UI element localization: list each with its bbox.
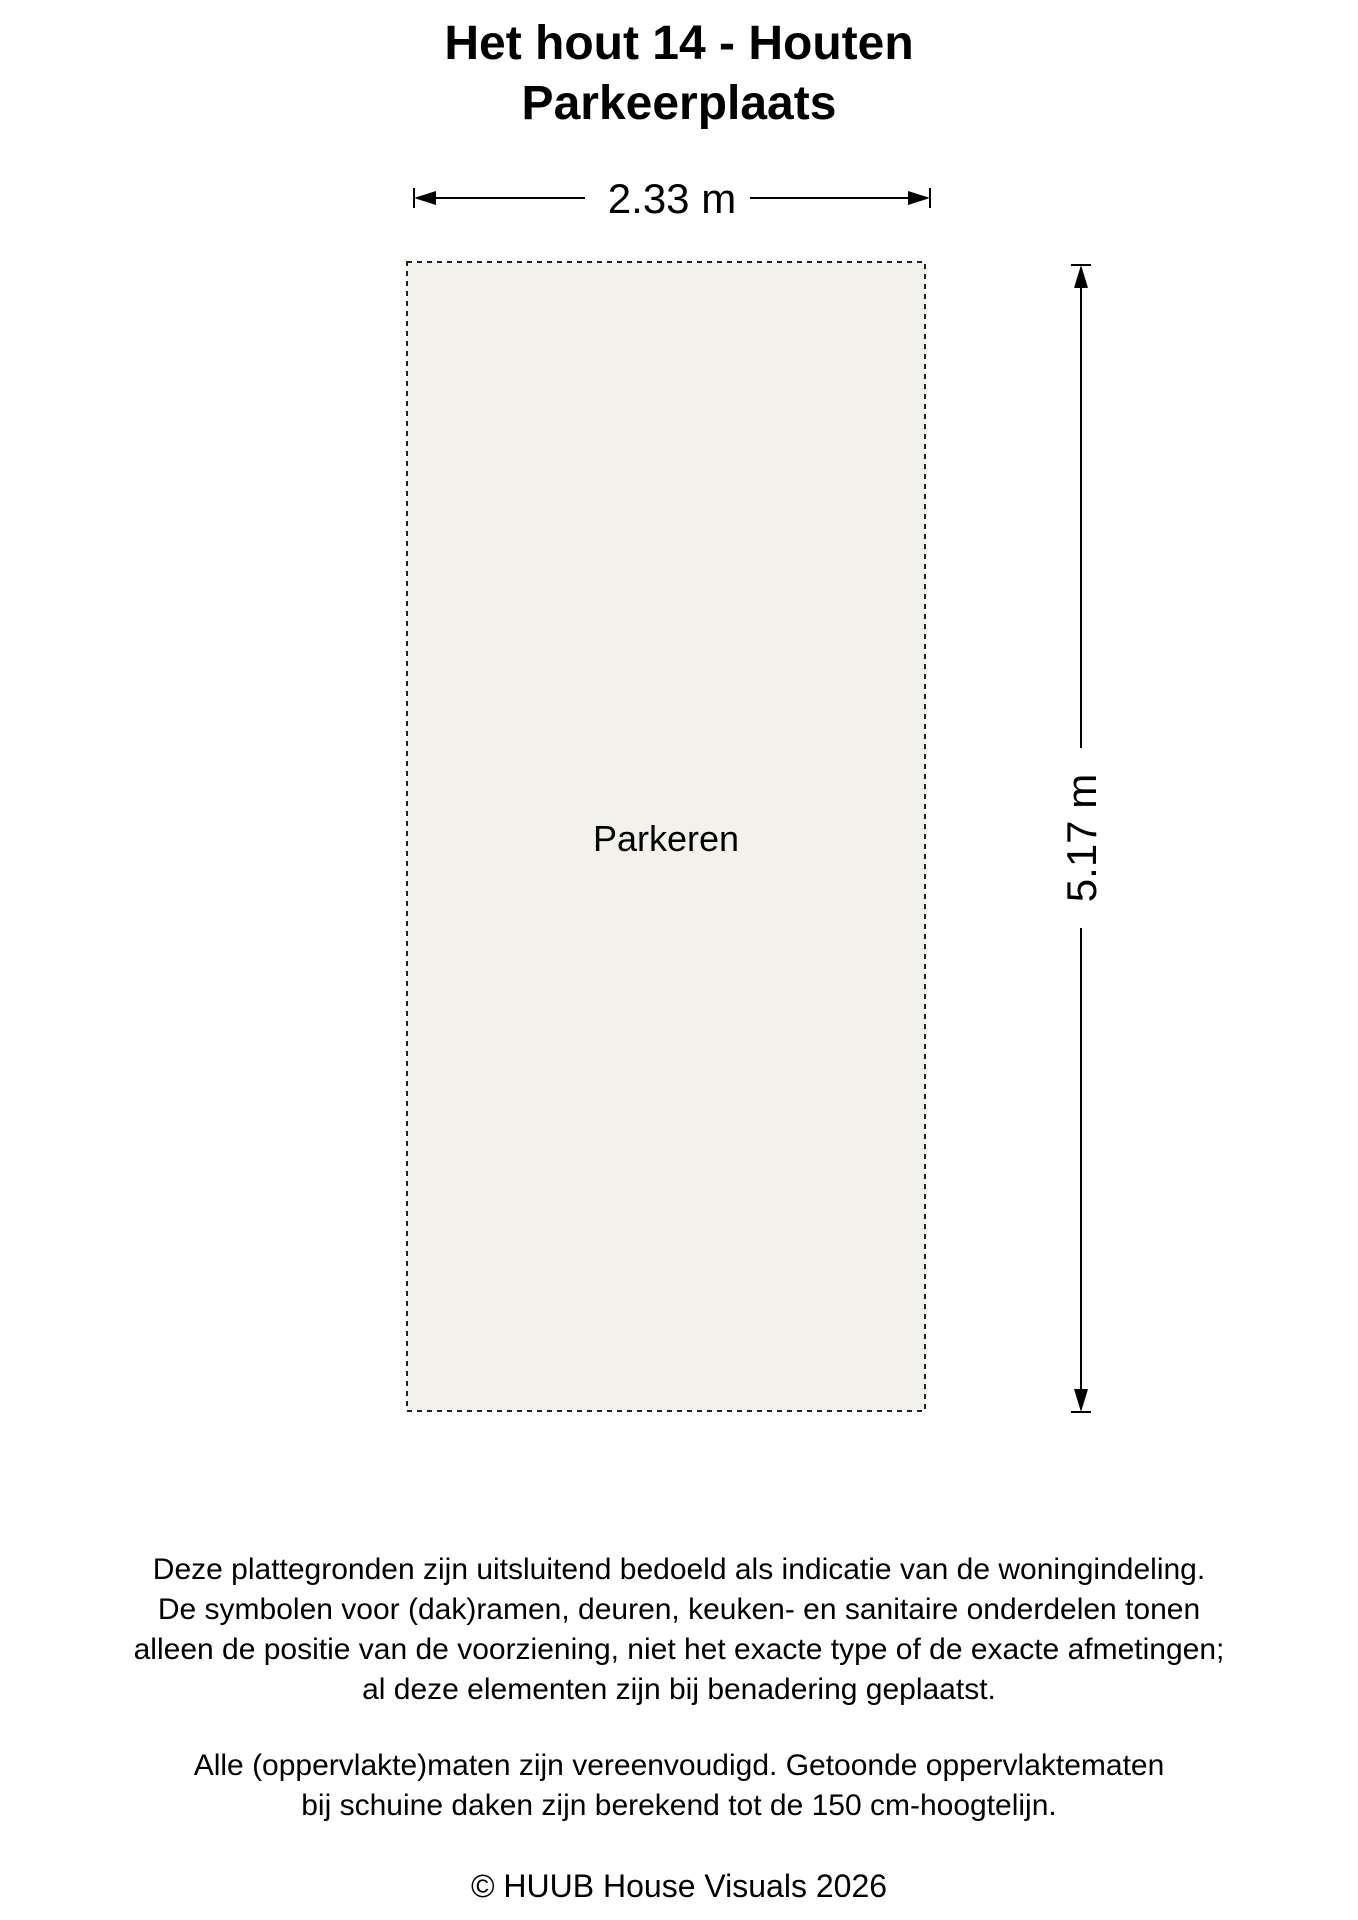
width-dimension-label: 2.33 m [607,175,737,222]
arrow-left-icon [414,191,436,205]
disclaimer-line: al deze elementen zijn bij benadering geplaatst. [362,1673,996,1706]
arrow-up-icon [1074,265,1088,288]
disclaimer-line: Deze plattegronden zijn uitsluitend bedoeld als indicatie van de woningindeling. [152,1553,1206,1586]
arrow-right-icon [908,191,930,205]
disclaimer-paragraph-1 [0,1550,1358,1710]
length-dimension [1058,265,1105,1412]
copyright-notice: © HUUB House Visuals 2026 [470,1868,888,1904]
room-label: Parkeren [592,818,740,859]
disclaimer-paragraph-2 [0,1746,1358,1826]
page-subtitle: Parkeerplaats [521,77,837,130]
length-dimension-label: 5.17 m [1058,773,1105,903]
arrow-down-icon [1074,1389,1088,1412]
disclaimer-line: alleen de positie van de voorziening, niet het exacte type of de exacte afmetingen; [133,1633,1225,1666]
disclaimer-line: bij schuine daken zijn berekend tot de 150 cm-hoogtelijn. [301,1789,1057,1822]
page-title: Het hout 14 - Houten [444,17,914,70]
width-dimension [414,175,930,222]
disclaimer-line: De symbolen voor (dak)ramen, deuren, keuken- en sanitaire onderdelen tonen [157,1593,1201,1626]
disclaimer-line: Alle (oppervlakte)maten zijn vereenvoudigd. Getoonde oppervlaktematen [193,1749,1165,1782]
